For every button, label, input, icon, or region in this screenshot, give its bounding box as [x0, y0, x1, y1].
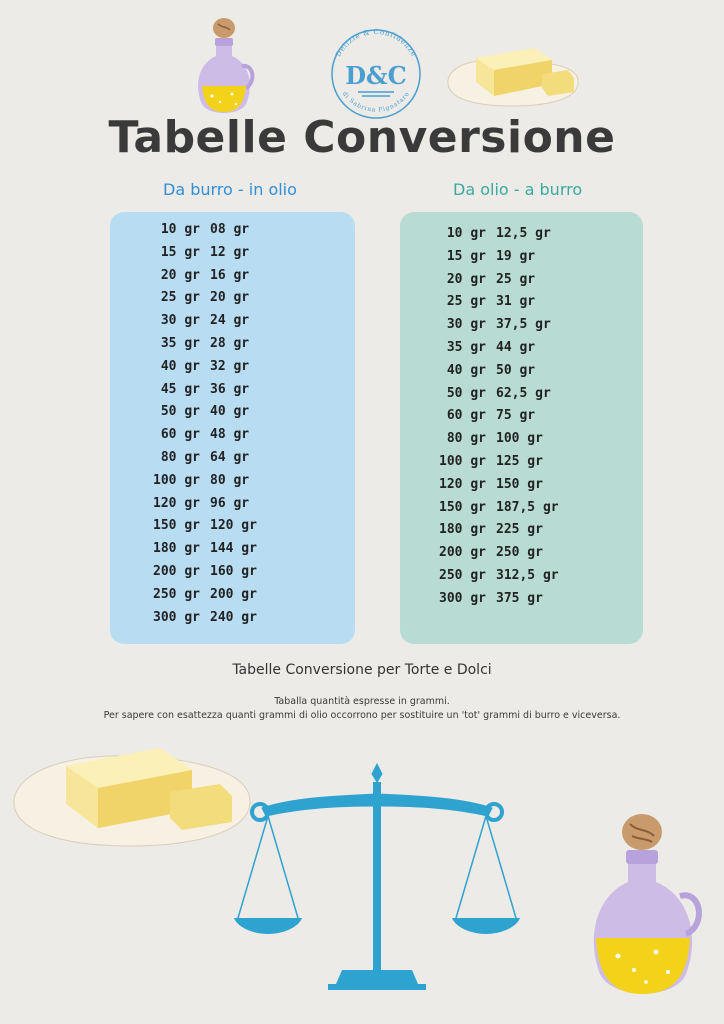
butter-to-oil-panel: [110, 212, 355, 644]
table-row: [134, 518, 334, 540]
converted-quantity: 200 gr: [210, 586, 257, 602]
table-row: [134, 382, 334, 404]
right-column-heading: Da olio - a burro: [453, 180, 583, 199]
table-row: [420, 522, 620, 544]
converted-quantity: 37,5 gr: [496, 317, 551, 333]
logo-arc-top: Delizie & Confidenze: [334, 27, 418, 59]
converted-quantity: 100 gr: [496, 431, 543, 447]
table-row: [134, 473, 334, 495]
source-quantity: 60 gr: [446, 408, 486, 424]
note-line: Per sapere con esattezza quanti grammi di olio occorrono per sostituire un 'tot' grammi di burro e viceversa.: [103, 710, 621, 721]
table-row: [134, 336, 334, 358]
table-row: [134, 359, 334, 381]
source-quantity: 15 gr: [160, 244, 200, 260]
source-quantity: 30 gr: [160, 313, 200, 329]
converted-quantity: 12,5 gr: [496, 226, 551, 241]
svg-text:Delizie & Confidenze: [334, 28, 417, 58]
table-row: [134, 496, 334, 518]
converted-quantity: 62,5 gr: [496, 385, 551, 401]
converted-quantity: 28 gr: [210, 336, 250, 351]
converted-quantity: 312,5 gr: [496, 568, 559, 583]
converted-quantity: 64 gr: [210, 450, 250, 465]
table-row: [134, 313, 334, 335]
table-row: [420, 294, 620, 316]
table-row: [134, 450, 334, 472]
table-row: [420, 272, 620, 294]
source-quantity: 250 gr: [153, 586, 200, 602]
source-quantity: 100 gr: [439, 454, 486, 469]
note-line: Taballa quantità espresse in grammi.: [274, 696, 450, 707]
butter-illustration: [442, 40, 584, 110]
converted-quantity: 24 gr: [210, 313, 250, 329]
converted-quantity: 44 gr: [496, 340, 536, 355]
table-row: [420, 568, 620, 590]
source-quantity: 150 gr: [153, 518, 200, 534]
source-quantity: 45 gr: [160, 381, 200, 397]
table-row: [134, 290, 334, 312]
source-quantity: 180 gr: [153, 541, 200, 557]
converted-quantity: 40 gr: [210, 404, 250, 420]
table-row: [134, 245, 334, 267]
converted-quantity: 250 gr: [496, 545, 543, 561]
source-quantity: 25 gr: [446, 294, 486, 310]
source-quantity: 25 gr: [160, 290, 200, 306]
table-row: [420, 545, 620, 567]
table-row: [134, 268, 334, 290]
source-quantity: 200 gr: [153, 564, 200, 579]
converted-quantity: 125 gr: [496, 454, 543, 469]
converted-quantity: 375 gr: [496, 590, 543, 606]
butter-illustration: [10, 730, 254, 850]
table-row: [420, 386, 620, 408]
converted-quantity: 160 gr: [210, 564, 257, 579]
converted-quantity: 32 gr: [210, 358, 250, 374]
source-quantity: 10 gr: [160, 222, 200, 237]
converted-quantity: 48 gr: [210, 427, 250, 443]
converted-quantity: 08 gr: [210, 222, 250, 237]
table-row: [420, 500, 620, 522]
source-quantity: 250 gr: [439, 568, 486, 583]
source-quantity: 150 gr: [439, 499, 486, 515]
converted-quantity: 240 gr: [210, 609, 257, 625]
table-row: [134, 587, 334, 609]
source-quantity: 35 gr: [446, 340, 486, 355]
converted-quantity: 75 gr: [496, 408, 536, 424]
source-quantity: 10 gr: [446, 226, 486, 241]
table-row: [420, 226, 620, 248]
converted-quantity: 19 gr: [496, 248, 536, 264]
table-row: [420, 454, 620, 476]
brand-logo: [322, 26, 430, 122]
table-row: [134, 564, 334, 586]
table-row: [420, 431, 620, 453]
converted-quantity: 80 gr: [210, 472, 250, 488]
source-quantity: 180 gr: [439, 522, 486, 538]
table-row: [134, 610, 334, 632]
converted-quantity: 36 gr: [210, 381, 250, 397]
converted-quantity: 150 gr: [496, 476, 543, 492]
table-row: [420, 340, 620, 362]
oil-to-butter-panel: [400, 212, 643, 644]
converted-quantity: 225 gr: [496, 522, 543, 538]
source-quantity: 50 gr: [160, 404, 200, 420]
source-quantity: 200 gr: [439, 545, 486, 561]
balance-scale-illustration: [232, 762, 522, 992]
table-row: [420, 317, 620, 339]
logo-arc-bottom: di Sabrina Pignataro: [340, 90, 412, 114]
table-row: [420, 477, 620, 499]
source-quantity: 40 gr: [160, 358, 200, 374]
converted-quantity: 187,5 gr: [496, 499, 559, 515]
table-row: [134, 541, 334, 563]
source-quantity: 120 gr: [153, 495, 200, 511]
converted-quantity: 12 gr: [210, 244, 250, 260]
table-row: [420, 249, 620, 271]
left-column-heading: Da burro - in olio: [163, 180, 297, 199]
converted-quantity: 16 gr: [210, 267, 250, 283]
converted-quantity: 120 gr: [210, 518, 257, 534]
table-row: [134, 427, 334, 449]
source-quantity: 30 gr: [446, 317, 486, 333]
table-row: [420, 408, 620, 430]
source-quantity: 60 gr: [160, 427, 200, 443]
source-quantity: 40 gr: [446, 362, 486, 378]
source-quantity: 15 gr: [446, 248, 486, 264]
converted-quantity: 20 gr: [210, 290, 250, 306]
source-quantity: 35 gr: [160, 336, 200, 351]
oil-jar-illustration: [584, 810, 704, 1004]
source-quantity: 50 gr: [446, 385, 486, 401]
converted-quantity: 25 gr: [496, 271, 536, 287]
page-title: Tabelle Conversione: [108, 112, 616, 163]
converted-quantity: 96 gr: [210, 495, 250, 511]
subtitle: Tabelle Conversione per Torte e Dolci: [232, 662, 492, 678]
table-row: [420, 363, 620, 385]
table-row: [134, 404, 334, 426]
source-quantity: 300 gr: [153, 609, 200, 625]
oil-jar-illustration: [190, 16, 258, 116]
source-quantity: 20 gr: [160, 267, 200, 283]
converted-quantity: 144 gr: [210, 541, 257, 557]
table-row: [420, 591, 620, 613]
source-quantity: 20 gr: [446, 271, 486, 287]
source-quantity: 300 gr: [439, 590, 486, 606]
converted-quantity: 50 gr: [496, 362, 536, 378]
source-quantity: 120 gr: [439, 476, 486, 492]
table-row: [134, 222, 334, 244]
source-quantity: 80 gr: [160, 450, 200, 465]
logo-monogram: D&C: [345, 61, 407, 90]
converted-quantity: 31 gr: [496, 294, 536, 310]
source-quantity: 80 gr: [446, 431, 486, 447]
source-quantity: 100 gr: [153, 472, 200, 488]
